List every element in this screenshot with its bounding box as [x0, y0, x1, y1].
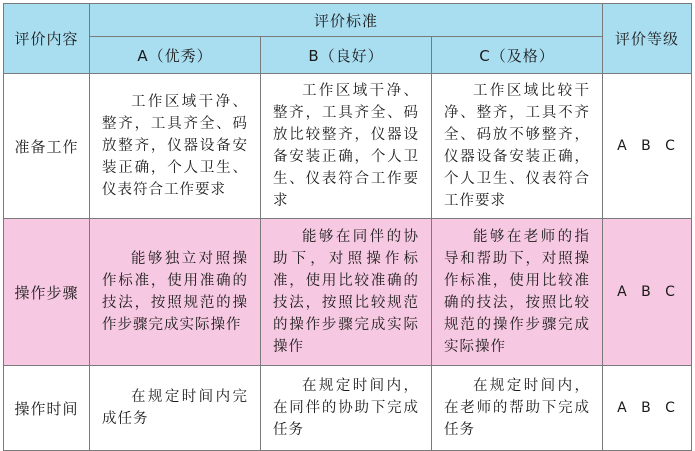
cell-time-c [432, 366, 603, 451]
cell-text: 能够独立对照操作标准，使用准确的技法，按照规范的操作步骤完成实际操作 [102, 251, 248, 333]
cell-text: 工作区域干净、整齐，工具齐全、码放比较整齐，仪器设备安装正确，个人卫生、仪表符合工作要求 [273, 83, 419, 209]
header-row-2 [4, 37, 692, 74]
cell-time-a [90, 366, 261, 451]
evaluation-table [3, 3, 692, 451]
cell-text: 工作区域比较干净、整齐，工具不齐全、码放不够整齐，仪器设备安装正确，个人卫生、仪表符合工作要求 [444, 83, 590, 209]
cell-preparation-b [261, 74, 432, 219]
grade-preparation: A B C [603, 74, 692, 219]
header-col-c: C（及格） [432, 37, 603, 74]
grade-steps: A B C [603, 219, 692, 366]
table-row-preparation [4, 74, 692, 219]
row-label-preparation: 准备工作 [4, 74, 90, 219]
row-label-steps: 操作步骤 [4, 219, 90, 366]
header-row-1 [4, 4, 692, 37]
cell-preparation-c [432, 74, 603, 219]
grade-time: A B C [603, 366, 692, 451]
cell-steps-b [261, 219, 432, 366]
header-col-a: A（优秀） [90, 37, 261, 74]
cell-text: 在规定时间内，在老师的帮助下完成任务 [444, 378, 590, 438]
cell-steps-c [432, 219, 603, 366]
cell-text: 在规定时间内，在同伴的协助下完成任务 [273, 378, 419, 438]
cell-text: 工作区域干净、整齐，工具齐全、码放整齐，仪器设备安装正确，个人卫生、仪表符合工作要求 [102, 94, 248, 198]
header-level: 评价等级 [603, 4, 692, 74]
cell-preparation-a [90, 74, 261, 219]
cell-text: 在规定时间内完成任务 [102, 389, 248, 427]
header-col-b: B（良好） [261, 37, 432, 74]
cell-time-b [261, 366, 432, 451]
header-content: 评价内容 [4, 4, 90, 74]
header-standard: 评价标准 [90, 4, 603, 37]
cell-text: 能够在老师的指导和帮助下，对照操作标准，使用比较准确的技法，按照比较规范的操作步骤完成实际操作 [444, 229, 590, 355]
table-row-steps [4, 219, 692, 366]
cell-text: 能够在同伴的协助下，对照操作标准，使用比较准确的技法，按照比较规范的操作步骤完成实际操作 [273, 229, 419, 355]
row-label-time: 操作时间 [4, 366, 90, 451]
table-row-time [4, 366, 692, 451]
cell-steps-a [90, 219, 261, 366]
